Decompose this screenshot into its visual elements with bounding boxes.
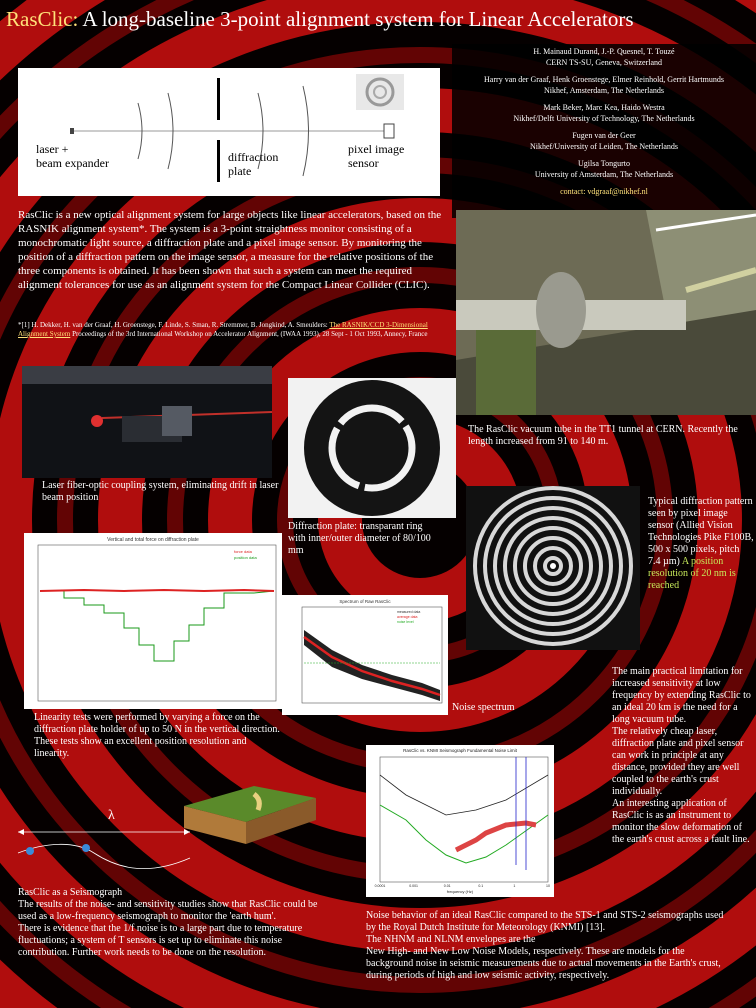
caption-laser-fiber: Laser fiber-optic coupling system, eliminating drift in laser beam position [42, 480, 279, 503]
reference-text-end: Proceedings of the 3rd International Workshop on Accelerator Alignment, (IWAA 1993), 28 Sept - 1 Oct 1993, Annecy, France [70, 330, 428, 338]
author-group [452, 46, 756, 68]
author-names: Ugilsa Tongurto [578, 159, 630, 168]
label-laser: laser + beam expander [36, 142, 109, 170]
author-affiliation: Nikhef/Delft University of Technology, The Netherlands [513, 114, 695, 123]
author-affiliation: Nikhef/University of Leiden, The Netherlands [529, 142, 679, 151]
legend-average: average data [397, 615, 418, 619]
caption-tunnel: The RasClic vacuum tube in the TT1 tunnel at CERN. Recently the length increased from 91 to 140 m. [468, 424, 738, 447]
author-group [452, 130, 756, 152]
legend-noise-level: noise level [397, 620, 414, 624]
caption-pattern-highlight: A position resolution of 20 nm is reached [648, 556, 736, 591]
knmi-xtick-label: 0.1 [478, 884, 484, 888]
noise-plot [282, 595, 448, 715]
knmi-xlabel: frequency (Hz) [446, 889, 474, 894]
author-group [452, 102, 756, 124]
author-names: Mark Beker, Marc Kea, Haido Westra [543, 103, 665, 112]
fault-line-illustration [184, 786, 316, 844]
knmi-title: RasClic vs. KNMI Seismograph Fundamental Noise Limit [403, 748, 517, 753]
author-group [452, 158, 756, 180]
laser-fiber-photo [22, 366, 272, 478]
title-brand: RasClic: [6, 7, 79, 31]
caption-linearity: Linearity tests were performed by varying a force on the diffraction plate holder of up to 50 N in the vertical direction. These tests show an excellent position resolution and linearity. [34, 712, 280, 759]
noise-spectrum-chart [282, 595, 448, 715]
knmi-xtick-label: 0.001 [409, 884, 418, 888]
caption-knmi: Noise behavior of an ideal RasClic compared to the STS-1 and STS-2 seismographs used by the Royal Dutch Institute for Meteorology (KNMI) [13]. The NHNM and NLNM envelopes are the New High- and New Low Noise Models, respectively. These are models for the background noise in seismic measurements due to actual movements in the Earth's crust, during periods of high and low seismic activity, respectively. [366, 910, 724, 981]
author-names: Fugen van der Geer [572, 131, 636, 140]
lambda-label: λ [108, 808, 115, 823]
legend-force: force data [234, 549, 252, 554]
linearity-chart [24, 533, 282, 709]
linearity-title: Vertical and total force on diffraction plate [107, 537, 199, 543]
caption-diffraction-plate: Diffraction plate: transparant ring with inner/outer diameter of 80/100 mm [288, 521, 431, 556]
linearity-plot [24, 533, 282, 709]
intro-paragraph: RasClic is a new optical alignment system for large objects like linear accelerators, based on the RASNIK alignment system*. The system is a 3-point straightness monitor consisting of a monochromatic light source, a diffraction plate and a pixel image sensor. By monitoring the position of a diffraction pattern on the image sensor, a measure for the relative positions of the three components is obtained. It has been shown that such a system can meet the required alignment tolerances for use as an alignment system for the Compact Linear Collider (CLIC). [18, 209, 442, 291]
caption-pattern-text: Typical diffraction pattern seen by pixel image sensor (Allied Vision Technologies Pike F100B, 500 x 500 pixels, pitch 7.4 µm) [648, 496, 754, 567]
title-text: A long-baseline 3-point alignment system for Linear Accelerators [78, 7, 634, 31]
noise-title: Spectrum of Raw RasClic [339, 599, 391, 604]
limitation-text: The main practical limitation for increased sensitivity at low frequency by extending RasClic to an ideal 20 km is the need for a long vacuum tube. The relatively cheap laser, diffraction plate and pixel sensor can work in principle at any distance, provided they are well coupled to the earth's crust individually. An interesting application of RasClic is as an instrument to monitor the slow deformation of the earth's crust across a fault line. [612, 666, 751, 845]
diffraction-plate-photo [288, 378, 456, 518]
knmi-xtick-label: 0.0001 [374, 884, 386, 888]
diffraction-pattern-image [466, 486, 640, 650]
caption-noise: Noise spectrum [452, 702, 515, 713]
label-pixel-sensor: pixel image sensor [348, 142, 405, 170]
linearity-legend [234, 549, 257, 560]
setup-diagram [18, 68, 440, 196]
author-affiliation: Nikhef, Amsterdam, The Netherlands [543, 86, 665, 95]
poster-title [6, 6, 756, 32]
legend-measured: measured data [397, 610, 421, 614]
noise-legend [397, 610, 420, 624]
legend-position: position data [234, 555, 257, 560]
knmi-noise-chart [366, 745, 554, 897]
contact-email[interactable]: contact: vdgraaf@nikhef.nl [560, 187, 648, 196]
author-group [452, 74, 756, 96]
caption-pattern [648, 496, 754, 592]
reference-note [18, 321, 448, 339]
seismograph-text: RasClic as a Seismograph The results of the noise- and sensitivity studies show that RasClic could be used as a low-frequency seismograph to monitor the 'earth hum'. There is evidence that the 1/f noise is to a large part due to temperature fluctuations; a system of T sensors is set up to eliminate this noise contribution. Further work needs to be done on the resolution. [18, 887, 318, 958]
knmi-xtick-label: 0.01 [443, 884, 451, 888]
tunnel-photo [456, 210, 756, 415]
wave-illustration [14, 818, 194, 878]
authors-box [452, 44, 756, 218]
reference-link[interactable]: The RASNIK/CCD 3-Dimensional Alignment System [18, 321, 428, 338]
author-names: H. Mainaud Durand, J.-P. Quesnel, T. Touzé [533, 47, 675, 56]
knmi-xtick-label: 1 [513, 884, 516, 888]
knmi-plot [366, 745, 554, 897]
author-affiliation: CERN TS-SU, Geneva, Switzerland [545, 58, 663, 67]
author-names: Harry van der Graaf, Henk Groenstege, Elmer Reinhold, Gerrit Hartmunds [484, 75, 724, 84]
author-affiliation: University of Amsterdam, The Netherlands [534, 170, 674, 179]
knmi-xticks [375, 884, 550, 888]
label-diffraction-plate: diffraction plate [228, 150, 279, 178]
knmi-xtick-label: 10 [546, 884, 550, 888]
reference-text: *[1] H. Dekker, H. van der Graaf, H. Groenstege, F. Linde, S. Sman, R. Stremmer, B. Jongkind, A. Smeulders: [18, 321, 330, 329]
